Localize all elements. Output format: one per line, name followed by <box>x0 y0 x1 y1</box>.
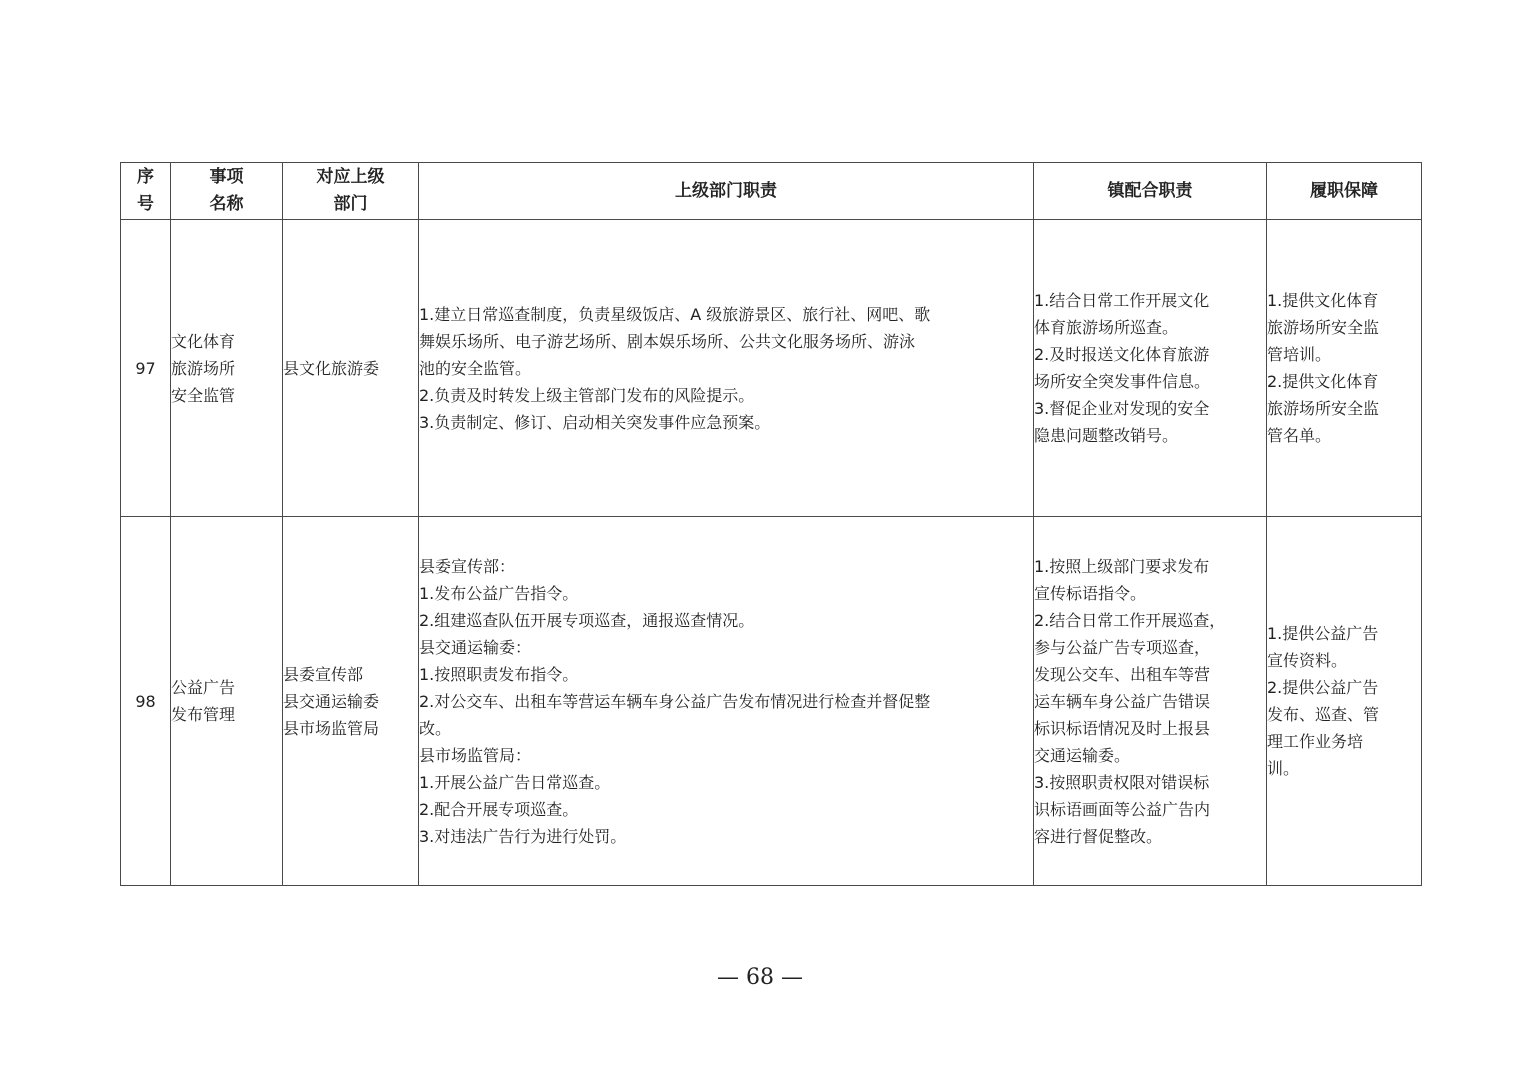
header-town-duties: 镇配合职责 <box>1034 163 1267 220</box>
header-superior-duties: 上级部门职责 <box>419 163 1034 220</box>
row-town-duties: 1.结合日常工作开展文化 体育旅游场所巡查。 2.及时报送文化体育旅游 场所安全突发事件信息。 3.督促企业对发现的安全 隐患问题整改销号。 <box>1034 220 1267 517</box>
header-row <box>121 163 1422 220</box>
row-town-duties: 1.按照上级部门要求发布 宣传标语指令。 2.结合日常工作开展巡查， 参与公益广告专项巡查， 发现公交车、出租车等营 运车辆车身公益广告错误 标识标语情况及时上报县 交通运输委。 3.按照职责权限对错误标 识标语画面等公益广告内 容进行督促整改。 <box>1034 517 1267 886</box>
page-number: — 68 — <box>717 965 803 990</box>
header-item-name: 事项 名称 <box>171 163 283 220</box>
row-superior-dept: 县委宣传部 县交通运输委 县市场监管局 <box>283 517 419 886</box>
row-seq: 98 <box>121 517 171 886</box>
table-row <box>121 220 1422 517</box>
row-item-name: 文化体育 旅游场所 安全监管 <box>171 220 283 517</box>
table-row <box>121 517 1422 886</box>
row-item-name: 公益广告 发布管理 <box>171 517 283 886</box>
header-guarantee: 履职保障 <box>1267 163 1422 220</box>
row-guarantee: 1.提供文化体育 旅游场所安全监 管培训。 2.提供文化体育 旅游场所安全监 管名单。 <box>1267 220 1422 517</box>
row-superior-duties: 县委宣传部： 1.发布公益广告指令。 2.组建巡查队伍开展专项巡查，通报巡查情况。 县交通运输委： 1.按照职责发布指令。 2.对公交车、出租车等营运车辆车身公益广告发布情况进行检查并督促整 改。 县市场监管局： 1.开展公益广告日常巡查。 2.配合开展专项巡查。 3.对违法广告行为进行处罚。 <box>419 517 1034 886</box>
row-guarantee: 1.提供公益广告 宣传资料。 2.提供公益广告 发布、巡查、管 理工作业务培 训。 <box>1267 517 1422 886</box>
header-seq: 序 号 <box>121 163 171 220</box>
row-superior-dept: 县文化旅游委 <box>283 220 419 517</box>
row-superior-duties: 1.建立日常巡查制度，负责星级饭店、A 级旅游景区、旅行社、网吧、歌 舞娱乐场所、电子游艺场所、剧本娱乐场所、公共文化服务场所、游泳 池的安全监管。 2.负责及时转发上级主管部门发布的风险提示。 3.负责制定、修订、启动相关突发事件应急预案。 <box>419 220 1034 517</box>
header-superior-dept: 对应上级 部门 <box>283 163 419 220</box>
row-seq: 97 <box>121 220 171 517</box>
duty-table <box>120 162 1422 886</box>
